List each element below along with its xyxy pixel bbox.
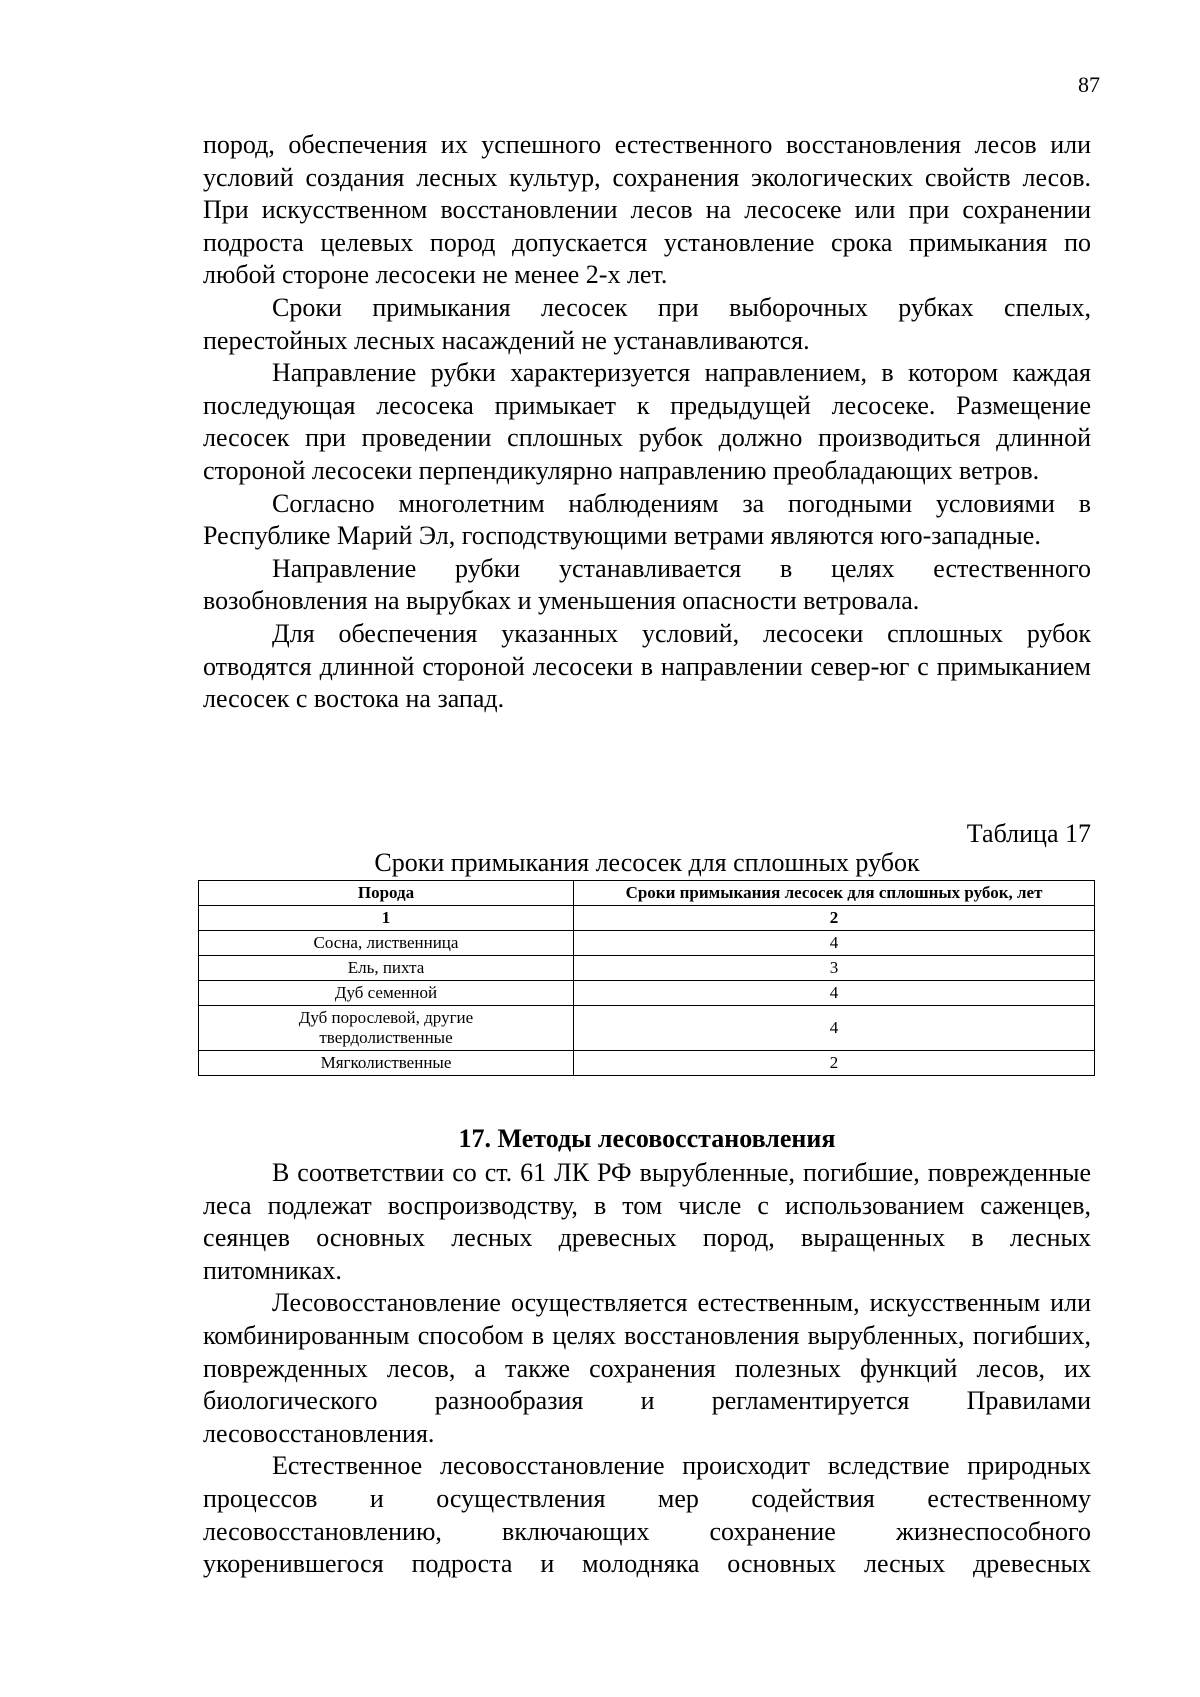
paragraph: Для обеспечения указанных условий, лесосеки сплошных рубок отводятся длинной стороной лесосеки в направлении север-юг с примыканием лесосек с востока на запад. [203, 618, 1091, 714]
paragraph: Направление рубки устанавливается в целях естественного возобновления на вырубках и уменьшения опасности ветровала. [203, 553, 1091, 616]
header-years: Сроки примыкания лесосек для сплошных рубок, лет [574, 881, 1095, 906]
table-row [199, 931, 1095, 956]
species-cell: Дуб семенной [199, 981, 574, 1006]
years-cell: 4 [574, 981, 1095, 1006]
years-cell: 2 [574, 1051, 1095, 1076]
table-title: Сроки примыкания лесосек для сплошных рубок [374, 848, 920, 877]
species-cell: Ель, пихта [199, 956, 574, 981]
paragraph: Естественное лесовосстановление происходит вследствие природных процессов и осуществления мер содействия естественному лесовосстановлению, включающих сохранение жизнеспособного укоренившегося подроста и молодняка основных лесных древесных [203, 1451, 1091, 1579]
table-row [199, 956, 1095, 981]
table-label: Таблица 17 [966, 819, 1091, 848]
species-cell: Сосна, лиственница [199, 931, 574, 956]
table-header-row [199, 881, 1095, 906]
table-colnum-row [199, 906, 1095, 931]
section-title: 17. Методы лесовосстановления [458, 1124, 836, 1153]
col-number: 1 [199, 906, 574, 931]
paragraph: Согласно многолетним наблюдениям за погодными условиями в Республике Марий Эл, господствующими ветрами являются юго-западные. [203, 488, 1091, 551]
paragraph: В соответствии со ст. 61 ЛК РФ вырубленные, погибшие, поврежденные леса подлежат воспроизводству, в том числе с использованием саженцев, сеянцев основных лесных древесных пород, выращенных в лесных питомниках. [203, 1158, 1091, 1285]
table-row [199, 1006, 1095, 1051]
body-text-bottom [203, 1157, 1091, 1581]
species-cell: Мягколиственные [199, 1051, 574, 1076]
col-number: 2 [574, 906, 1095, 931]
paragraph: Сроки примыкания лесосек при выборочных рубках спелых, перестойных лесных насаждений не устанавливаются. [203, 292, 1091, 355]
years-cell: 4 [574, 931, 1095, 956]
paragraph: Направление рубки характеризуется направлением, в котором каждая последующая лесосека примыкает к предыдущей лесосеке. Размещение лесосек при проведении сплошных рубок должно производиться длинной стороной лесосеки перпендикулярно направлению преобладающих ветров. [203, 358, 1091, 485]
years-cell: 4 [574, 1006, 1095, 1051]
table-row [199, 1051, 1095, 1076]
species-cell: Дуб порослевой, другие твердолиственные [199, 1006, 574, 1051]
cutting-periods-table [198, 880, 1095, 1076]
page-number: 87 [1078, 72, 1100, 97]
paragraph: пород, обеспечения их успешного естественного восстановления лесов или условий создания лесных культур, сохранения экологических свойств лесов. При искусственном восстановлении лесов на лесосеке или при сохранении подроста целевых пород допускается установление срока примыкания по любой стороне лесосеки не менее 2-х лет. [203, 130, 1091, 290]
table-row [199, 981, 1095, 1006]
header-species: Порода [199, 881, 574, 906]
body-text-top [203, 129, 1091, 716]
years-cell: 3 [574, 956, 1095, 981]
paragraph: Лесовосстановление осуществляется естественным, искусственным или комбинированным способом в целях восстановления вырубленных, погибших, поврежденных лесов, а также сохранения полезных функций лесов, их биологического разнообразия и регламентируется Правилами лесовосстановления. [203, 1288, 1091, 1448]
